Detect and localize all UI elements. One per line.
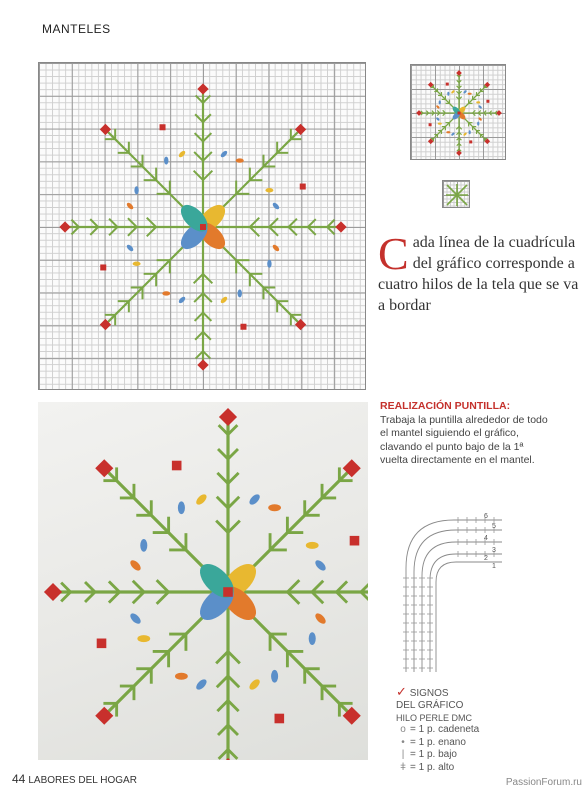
accent-stitch xyxy=(271,670,278,683)
branch-stitch xyxy=(194,293,203,302)
branch-stitch xyxy=(228,676,239,687)
red-tip-stitch xyxy=(197,359,208,370)
branch-stitch xyxy=(157,580,169,592)
branch-stitch xyxy=(203,293,212,302)
accent-stitch xyxy=(306,542,319,549)
branch-stitch xyxy=(195,313,203,321)
red-square-stitch xyxy=(446,83,449,86)
branch-stitch xyxy=(203,152,212,161)
accent-stitch xyxy=(313,612,327,626)
branch-stitch xyxy=(250,218,259,227)
accent-stitch xyxy=(463,90,467,94)
crochet-edging-diagram xyxy=(384,512,504,677)
branch-stitch xyxy=(128,227,137,236)
accent-stitch xyxy=(178,501,185,514)
chart-legend xyxy=(396,686,546,774)
center-stitch xyxy=(223,587,233,597)
watermark: PassionForum.ru xyxy=(505,777,582,788)
accent-stitch xyxy=(128,558,142,572)
accent-stitch xyxy=(164,157,168,165)
main-stitch-chart xyxy=(38,62,366,390)
red-square-stitch xyxy=(350,536,360,546)
instructions-block xyxy=(380,400,548,468)
accent-stitch xyxy=(162,291,170,295)
accent-stitch xyxy=(268,504,281,511)
motif-group xyxy=(59,83,346,370)
branch-stitch xyxy=(217,497,228,508)
round-number-label: 1 xyxy=(492,563,496,570)
legend-item: | = 1 p. bajo xyxy=(401,749,457,760)
branch-stitch xyxy=(157,592,169,604)
branch-stitch xyxy=(327,227,334,234)
branch-stitch xyxy=(288,580,300,592)
branch-stitch xyxy=(203,133,211,141)
magazine-name: LABORES DEL HOGAR xyxy=(28,775,137,786)
branch-stitch xyxy=(228,521,240,533)
branch-stitch xyxy=(312,581,323,592)
accent-stitch xyxy=(248,492,262,506)
accent-stitch xyxy=(140,539,147,552)
branch-stitch xyxy=(250,227,259,236)
check-icon: ✓ xyxy=(396,684,407,699)
accent-stitch xyxy=(238,289,242,297)
red-tip-stitch xyxy=(59,221,70,232)
branch-stitch xyxy=(109,227,117,235)
pull-quote xyxy=(378,228,583,316)
branch-stitch xyxy=(71,220,78,227)
accent-stitch xyxy=(265,188,273,192)
accent-stitch xyxy=(175,673,188,680)
branch-stitch xyxy=(90,227,98,235)
instructions-heading: REALIZACIÓN PUNTILLA: xyxy=(380,400,511,412)
branch-stitch xyxy=(312,592,323,603)
tiny-x-motif xyxy=(443,181,471,209)
branch-stitch xyxy=(289,227,297,235)
branch-stitch xyxy=(147,218,156,227)
legend-item: o = 1 p. cadeneta xyxy=(400,724,480,735)
branch-stitch xyxy=(109,219,117,227)
branch-stitch xyxy=(195,114,203,122)
quote-dropcap: C xyxy=(378,228,409,279)
small-snowflake-motif xyxy=(411,65,507,161)
branch-stitch xyxy=(203,332,211,340)
red-square-stitch xyxy=(486,100,489,103)
accent-stitch xyxy=(309,632,316,645)
accent-stitch xyxy=(272,202,281,211)
accent-stitch xyxy=(178,296,187,305)
red-square-stitch xyxy=(275,714,285,724)
branch-stitch xyxy=(194,171,203,180)
branch-stitch xyxy=(203,171,212,180)
page-footer xyxy=(12,772,137,786)
accent-stitch xyxy=(128,612,142,626)
branch-stitch xyxy=(196,95,203,102)
motif-group xyxy=(416,70,502,156)
snowflake-motif-chart xyxy=(39,63,367,391)
branch-stitch xyxy=(147,227,156,236)
tiny-motif-chart xyxy=(442,180,470,208)
accent-stitch xyxy=(463,132,467,136)
accent-stitch xyxy=(451,90,455,94)
branch-stitch xyxy=(327,220,334,227)
round-number-label: 2 xyxy=(484,555,488,562)
accent-stitch xyxy=(478,105,482,109)
red-tip-stitch xyxy=(44,583,62,601)
branch-stitch xyxy=(269,218,278,227)
accent-stitch xyxy=(436,117,440,121)
accent-stitch xyxy=(126,202,135,211)
branch-stitch xyxy=(228,652,240,664)
accent-stitch xyxy=(267,260,271,268)
branch-stitch xyxy=(216,521,228,533)
center-stitch xyxy=(200,224,206,230)
accent-stitch xyxy=(468,93,472,95)
branch-stitch xyxy=(133,581,144,592)
accent-stitch xyxy=(126,244,135,253)
branch-stitch xyxy=(195,133,203,141)
accent-stitch xyxy=(469,130,471,134)
branch-stitch xyxy=(128,218,137,227)
branch-stitch xyxy=(203,351,210,358)
branch-stitch xyxy=(308,219,316,227)
branch-stitch xyxy=(203,95,210,102)
round-number-label: 5 xyxy=(492,523,496,530)
accent-stitch xyxy=(272,244,281,253)
branch-stitch xyxy=(90,219,98,227)
accent-stitch xyxy=(133,262,141,266)
branch-stitch xyxy=(194,152,203,161)
branch-stitch xyxy=(269,227,278,236)
branch-stitch xyxy=(194,274,203,283)
accent-stitch xyxy=(477,122,479,126)
embroidery-photo-image xyxy=(38,402,368,760)
legend-title-2: DEL GRÁFICO xyxy=(396,700,464,711)
accent-stitch xyxy=(451,132,455,136)
accent-stitch xyxy=(447,92,449,96)
round-number-label: 3 xyxy=(492,547,496,554)
round-number-label: 6 xyxy=(484,513,488,520)
accent-stitch xyxy=(137,635,150,642)
red-square-stitch xyxy=(300,184,306,190)
red-square-stitch xyxy=(240,324,246,330)
branch-stitch xyxy=(228,497,239,508)
accent-stitch xyxy=(436,105,440,109)
branch-stitch xyxy=(308,227,316,235)
red-square-stitch xyxy=(97,639,107,649)
accent-stitch xyxy=(236,158,244,162)
red-square-stitch xyxy=(160,124,166,130)
motif-group xyxy=(44,408,368,760)
accent-stitch xyxy=(194,677,208,691)
branch-stitch xyxy=(203,313,211,321)
quote-text: ada línea de la cuadrícula del gráfico corresponde a cuatro hilos de la tela que se va a bordar xyxy=(378,234,579,314)
branch-stitch xyxy=(133,592,144,603)
branch-stitch xyxy=(195,332,203,340)
branch-stitch xyxy=(289,219,297,227)
accent-stitch xyxy=(313,558,327,572)
accent-stitch xyxy=(446,131,450,133)
branch-stitch xyxy=(203,114,211,122)
branch-stitch xyxy=(216,652,228,664)
legend-item: ǂ = 1 p. alto xyxy=(400,761,455,773)
round-number-label: 4 xyxy=(484,535,488,542)
branch-stitch xyxy=(71,227,78,234)
legend-item: • = 1 p. enano xyxy=(401,736,466,748)
small-motif-chart xyxy=(410,64,506,160)
branch-stitch xyxy=(203,274,212,283)
accent-stitch xyxy=(194,492,208,506)
accent-stitch xyxy=(438,123,442,125)
red-square-stitch xyxy=(100,264,106,270)
instructions-text: Trabaja la puntilla alrededor de todo el mantel siguiendo el gráfico, clavando el punto bajo de la 1ª vuelta directamente en el mantel. xyxy=(380,413,548,466)
accent-stitch xyxy=(248,677,262,691)
section-title: MANTELES xyxy=(42,22,111,36)
page-number: 44 xyxy=(12,772,26,786)
red-tip-stitch xyxy=(219,758,237,760)
embroidery-photo xyxy=(38,402,368,760)
branch-stitch xyxy=(196,351,203,358)
accent-stitch xyxy=(478,117,482,121)
accent-stitch xyxy=(178,150,187,159)
red-tip-stitch xyxy=(335,221,346,232)
accent-stitch xyxy=(134,186,138,194)
legend-title-1: ✓ SIGNOS xyxy=(396,684,449,699)
legend-subtitle: HILO PERLE DMC xyxy=(396,713,473,723)
accent-stitch xyxy=(476,101,480,103)
red-tip-stitch xyxy=(219,408,237,426)
red-square-stitch xyxy=(172,461,182,471)
accent-stitch xyxy=(220,150,229,159)
branch-stitch xyxy=(217,676,228,687)
accent-stitch xyxy=(220,296,229,305)
center-stitch xyxy=(458,112,461,115)
branch-stitch xyxy=(288,592,300,604)
red-square-stitch xyxy=(469,140,472,143)
red-square-stitch xyxy=(429,123,432,126)
accent-stitch xyxy=(439,100,441,104)
red-tip-stitch xyxy=(197,83,208,94)
